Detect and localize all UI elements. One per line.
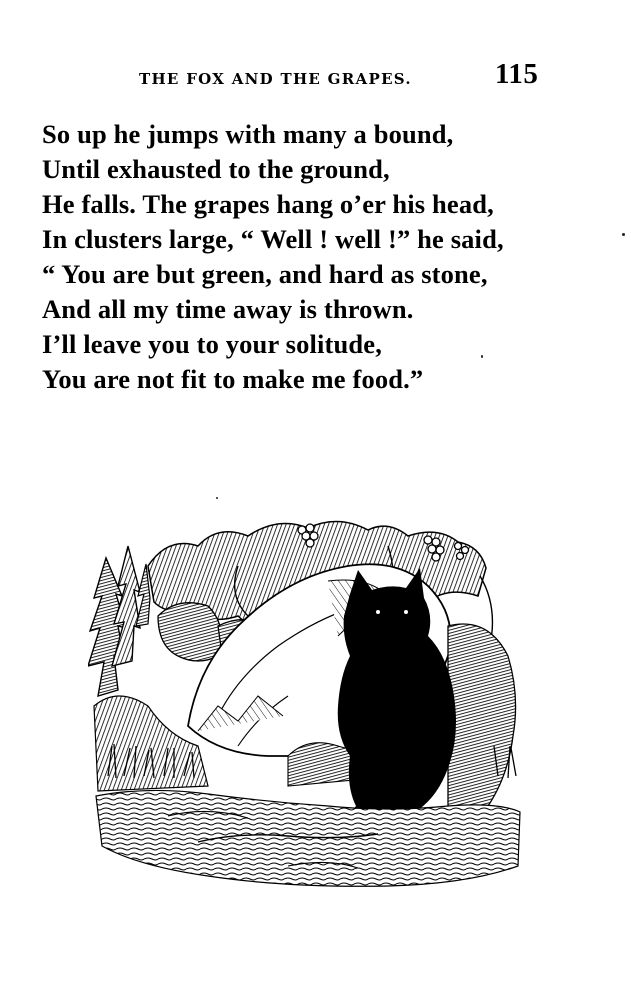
print-speck: [216, 497, 218, 499]
poem-line: So up he jumps with many a bound,: [42, 119, 454, 149]
poem-line: “ You are but green, and hard as stone,: [42, 259, 488, 289]
pine-tree-icon: [88, 546, 150, 696]
foreground-ground: [96, 790, 520, 886]
poem-line: He falls. The grapes hang o’er his head,: [42, 189, 494, 219]
poem-line: In clusters large, “ Well ! well !” he said,: [42, 224, 504, 254]
print-speck: [622, 233, 625, 236]
print-speck: [481, 355, 483, 358]
poem-line: And all my time away is thrown.: [42, 294, 414, 324]
fox-woodcut-illustration: [88, 506, 528, 894]
poem-stanza: [42, 117, 504, 397]
poem-line: I’ll leave you to your solitude,: [42, 329, 382, 359]
running-head-title: THE FOX AND THE GRAPES.: [139, 70, 412, 88]
page-number: 115: [495, 58, 539, 90]
poem-line: You are not fit to make me food.”: [42, 364, 424, 394]
poem-line: Until exhausted to the ground,: [42, 154, 390, 184]
